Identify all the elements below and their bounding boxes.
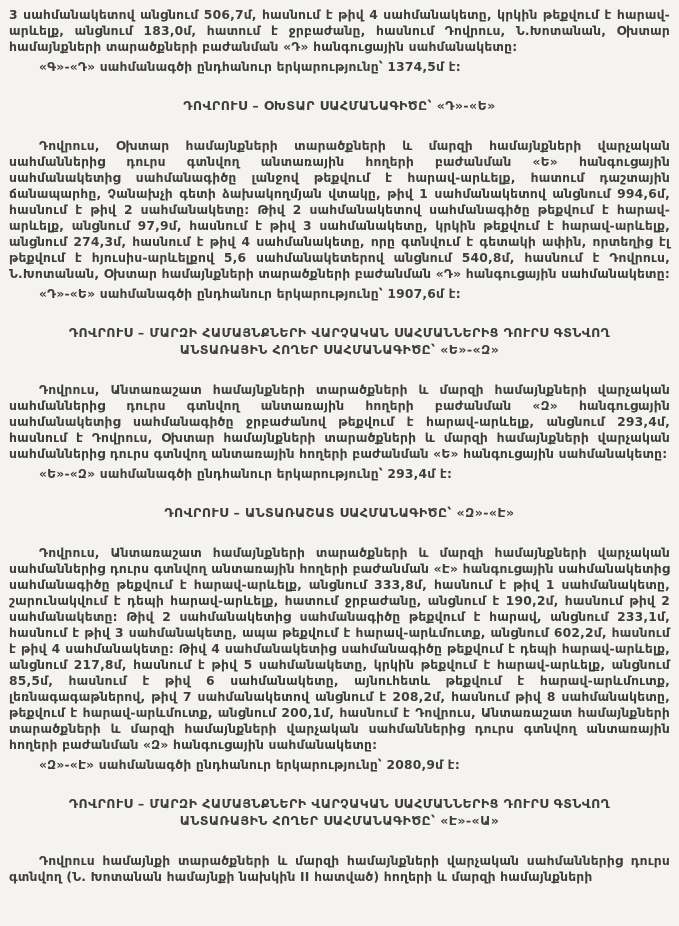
length-line-e-z: «Ե»-«Զ» սահմանագծի ընդհանուր երկարությունը՝ 293,4մ է: (39, 467, 453, 481)
section-heading-z-e: ԴՈՎՐՈՒՍ – ԱՆՏԱՌԱՇԱՏ ՍԱՀՄԱՆԱԳԻԾԸ՝ «Զ»-«Է» (164, 505, 515, 520)
paragraph-continuation-g-d: 3 սահմանակետով անցնում 506,7մ, հասնում է թիվ 4 սահմանակետը, կրկին թեքվում է հարավ-արևելք, անցնում 183,0մ, հատում է ջրբաժանը, հասնում Դովրուս, Ն.Խոտանան, Օխտար համայնքների տարածքների բաժանման «Դ» հանգուցային սահմանակետը: (9, 8, 670, 54)
length-line-g-d: «Գ»-«Դ» սահմանագծի ընդհանուր երկարությունը՝ 1374,5մ է: (39, 60, 461, 74)
section-heading-d-e: ԴՈՎՐՈՒՍ – ՕԽՏԱՐ ՍԱՀՄԱՆԱԳԻԾԸ՝ «Դ»-«Ե» (183, 98, 496, 113)
section-heading-e-z: ԴՈՎՐՈՒՍ – ՄԱՐԶԻ ՀԱՄԱՅՆՔՆԵՐԻ ՎԱՐՉԱԿԱՆ ՍԱՀՄԱՆՆԵՐԻՑ ԴՈՒՐՍ ԳՏՆՎՈՂ ԱՆՏԱՌԱՅԻՆ ՀՈՂԵՐ ՍԱՀՄԱՆԱԳԻԾԸ՝ «Ե»-«Զ» (68, 325, 611, 357)
section-body-e-z: Դովրուս, Անտառաշատ համայնքների տարածքների և մարզի համայնքների վարչական սահմաններից դուրս գտնվող անտառային հողերի բաժանման «Զ» հանգուցային սահմանակետից սահմանագիծը ջրբաժանով թեքվում է հարավ-արևելք, անցնում 293,4մ, հասնում է Դովրուս, Օխտար համայնքների տարածքների և մարզի համայնքների վարչական սահմաններից դուրս գտնվող անտառային հողերի բաժանման «Ե» հանգուցային սահմանակետը: (9, 383, 670, 461)
section-body-z-e: Դովրուս, Անտառաշատ համայնքների տարածքների և մարզի համայնքների վարչական սահմաններից դուրս գտնվող անտառային հողերի բաժանման «Է» հանգուցային սահմանակետից սահմանագիծը թեքվում է հարավ-արևելք, անցնում 333,8մ, հասնում է թիվ 1 սահմանակետը, շարունակվում է դեպի հարավ-արևելք, հատում ջրբաժանը, անցնում է 190,2մ, հասնում թիվ 2 սահմանակետը: Թիվ 2 սահմանակետից սահմանագիծը թեքվում է հարավ, անցնում 233,1մ, հասնում է թիվ 3 սահմանակետը, ապա թեքվում է հարավ-արևմուտք, անցնում 602,2մ, հասնում է թիվ 4 սահմանակետը: Թիվ 4 սահմանակետից սահմանագիծը թեքվում է դեպի հարավ-արևելք, անցնում 217,8մ, հասնում է թիվ 5 սահմանակետը, կրկին թեքվում է հարավ-արևելք, անցնում 85,5մ, հասնում է թիվ 6 սահմանակետը, այնուհետև թեքվում է հարավ-արևմուտք, լեռնագագաթներով, թիվ 7 սահմանակետով անցնում է 208,2մ, հասնում թիվ 8 սահմանակետը, թեքվում է հարավ-արևմուտք, անցնում 200,1մ, հասնում է Դովրուս, Անտառաշատ համայնքների տարածքների և մարզի համայնքների վարչական սահմաններից դուրս գտնվող անտառային հողերի բաժանման «Զ» հանգուցային սահմանակետը: (9, 546, 670, 752)
section-body-d-e: Դովրուս, Օխտար համայնքների տարածքների և մարզի համայնքների վարչական սահմաններից դուրս գտնվող անտառային հողերի բաժանման «Ե» հանգուցային սահմանակետից սահմանագիծը լանջով թեքվում է հարավ-արևելք, հատում դաշտային ճանապարհը, Չանախչի գետի ձախակողմյան վտակը, թիվ 1 սահմանակետով անցնում 994,6մ, հասնում է թիվ 2 սահմանակետը: Թիվ 2 սահմանակետով սահմանագիծը թեքվում է հարավ-արևելք, անցնում 97,9մ, հասնում է թիվ 3 սահմանակետը, կրկին թեքվում է հարավ-արևելք, անցնում 274,3մ, հասնում է թիվ 4 սահմանակետը, որը գտնվում է գետակի ափին, որտեղից էլ թեքվում է հյուսիս-արևելքով 5,6 սահմանակետերով անցնում 540,8մ, հասնում է Դովրուս, Ն.Խոտանան, Օխտար համայնքների տարածքների բաժանման «Դ» հանգուցային սահմանակետը: (9, 139, 670, 281)
section-heading-e-a: ԴՈՎՐՈՒՍ – ՄԱՐԶԻ ՀԱՄԱՅՆՔՆԵՐԻ ՎԱՐՉԱԿԱՆ ՍԱՀՄԱՆՆԵՐԻՑ ԴՈՒՐՍ ԳՏՆՎՈՂ ԱՆՏԱՌԱՅԻՆ ՀՈՂԵՐ ՍԱՀՄԱՆԱԳԻԾԸ՝ «Է»-«Ա» (68, 796, 611, 828)
length-line-z-e: «Զ»-«Է» սահմանագծի ընդհանուր երկարությունը՝ 2080,9մ է: (39, 758, 460, 772)
section-body-e-a-truncated: Դովրուս համայնքի տարածքների և մարզի համայնքների վարչական սահմաններից դուրս գտնվող (Ն. Խոտանան համայնքի նախկին II հատված) հողերի և մարզի համայնքների (9, 854, 670, 884)
length-line-d-e: «Դ»-«Ե» սահմանագծի ընդհանուր երկարությունը՝ 1907,6մ է: (39, 287, 461, 301)
